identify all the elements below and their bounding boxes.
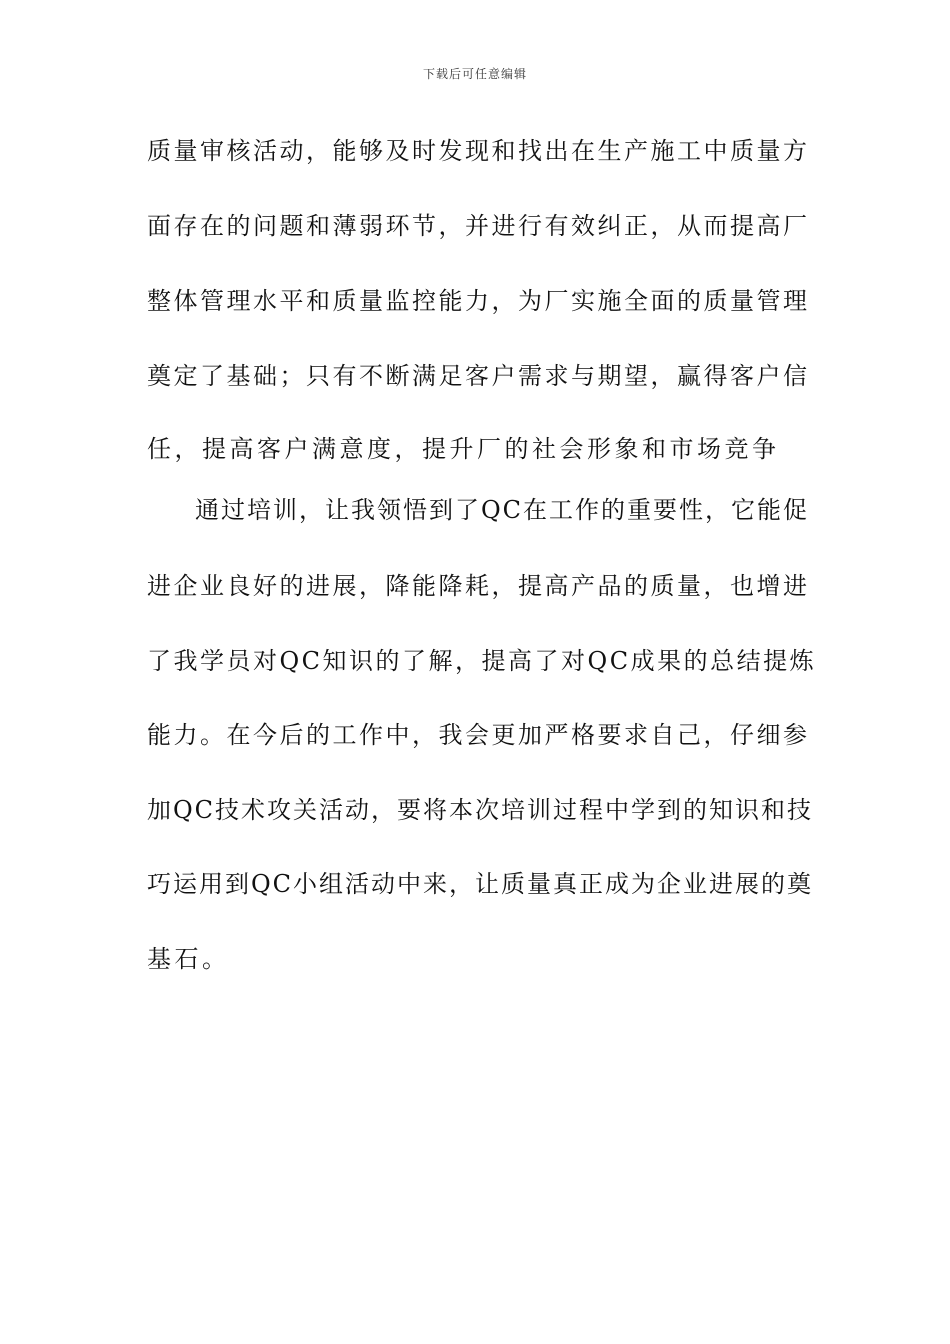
paragraph-line: 巧运用到QC小组活动中来，让质量真正成为企业进展的奠: [147, 870, 814, 898]
paragraph-line: 质量审核活动，能够及时发现和找出在生产施工中质量方: [147, 137, 810, 165]
paragraph-line: 基石。: [147, 945, 230, 973]
paragraph-line: 进企业良好的进展，降能降耗，提高产品的质量，也增进: [147, 572, 810, 600]
paragraph-line: 面存在的问题和薄弱环节，并进行有效纠正，从而提高厂: [147, 212, 810, 240]
paragraph-line: 任，提高客户满意度，提升厂的社会形象和市场竞争: [147, 435, 780, 463]
paragraph-line: 了我学员对QC知识的了解，提高了对QC成果的总结提炼: [147, 647, 817, 675]
paragraph-line: 奠定了基础；只有不断满足客户需求与期望，赢得客户信: [147, 362, 810, 390]
page-header: 下载后可任意编辑: [422, 67, 527, 81]
paragraph-line: 加QC技术攻关活动，要将本次培训过程中学到的知识和技: [147, 796, 814, 824]
paragraph-line: 整体管理水平和质量监控能力，为厂实施全面的质量管理: [147, 287, 810, 315]
paragraph-line: 能力。在今后的工作中，我会更加严格要求自己，仔细参: [147, 721, 810, 749]
paragraph-line: 通过培训，让我领悟到了QC在工作的重要性，它能促: [195, 496, 810, 524]
